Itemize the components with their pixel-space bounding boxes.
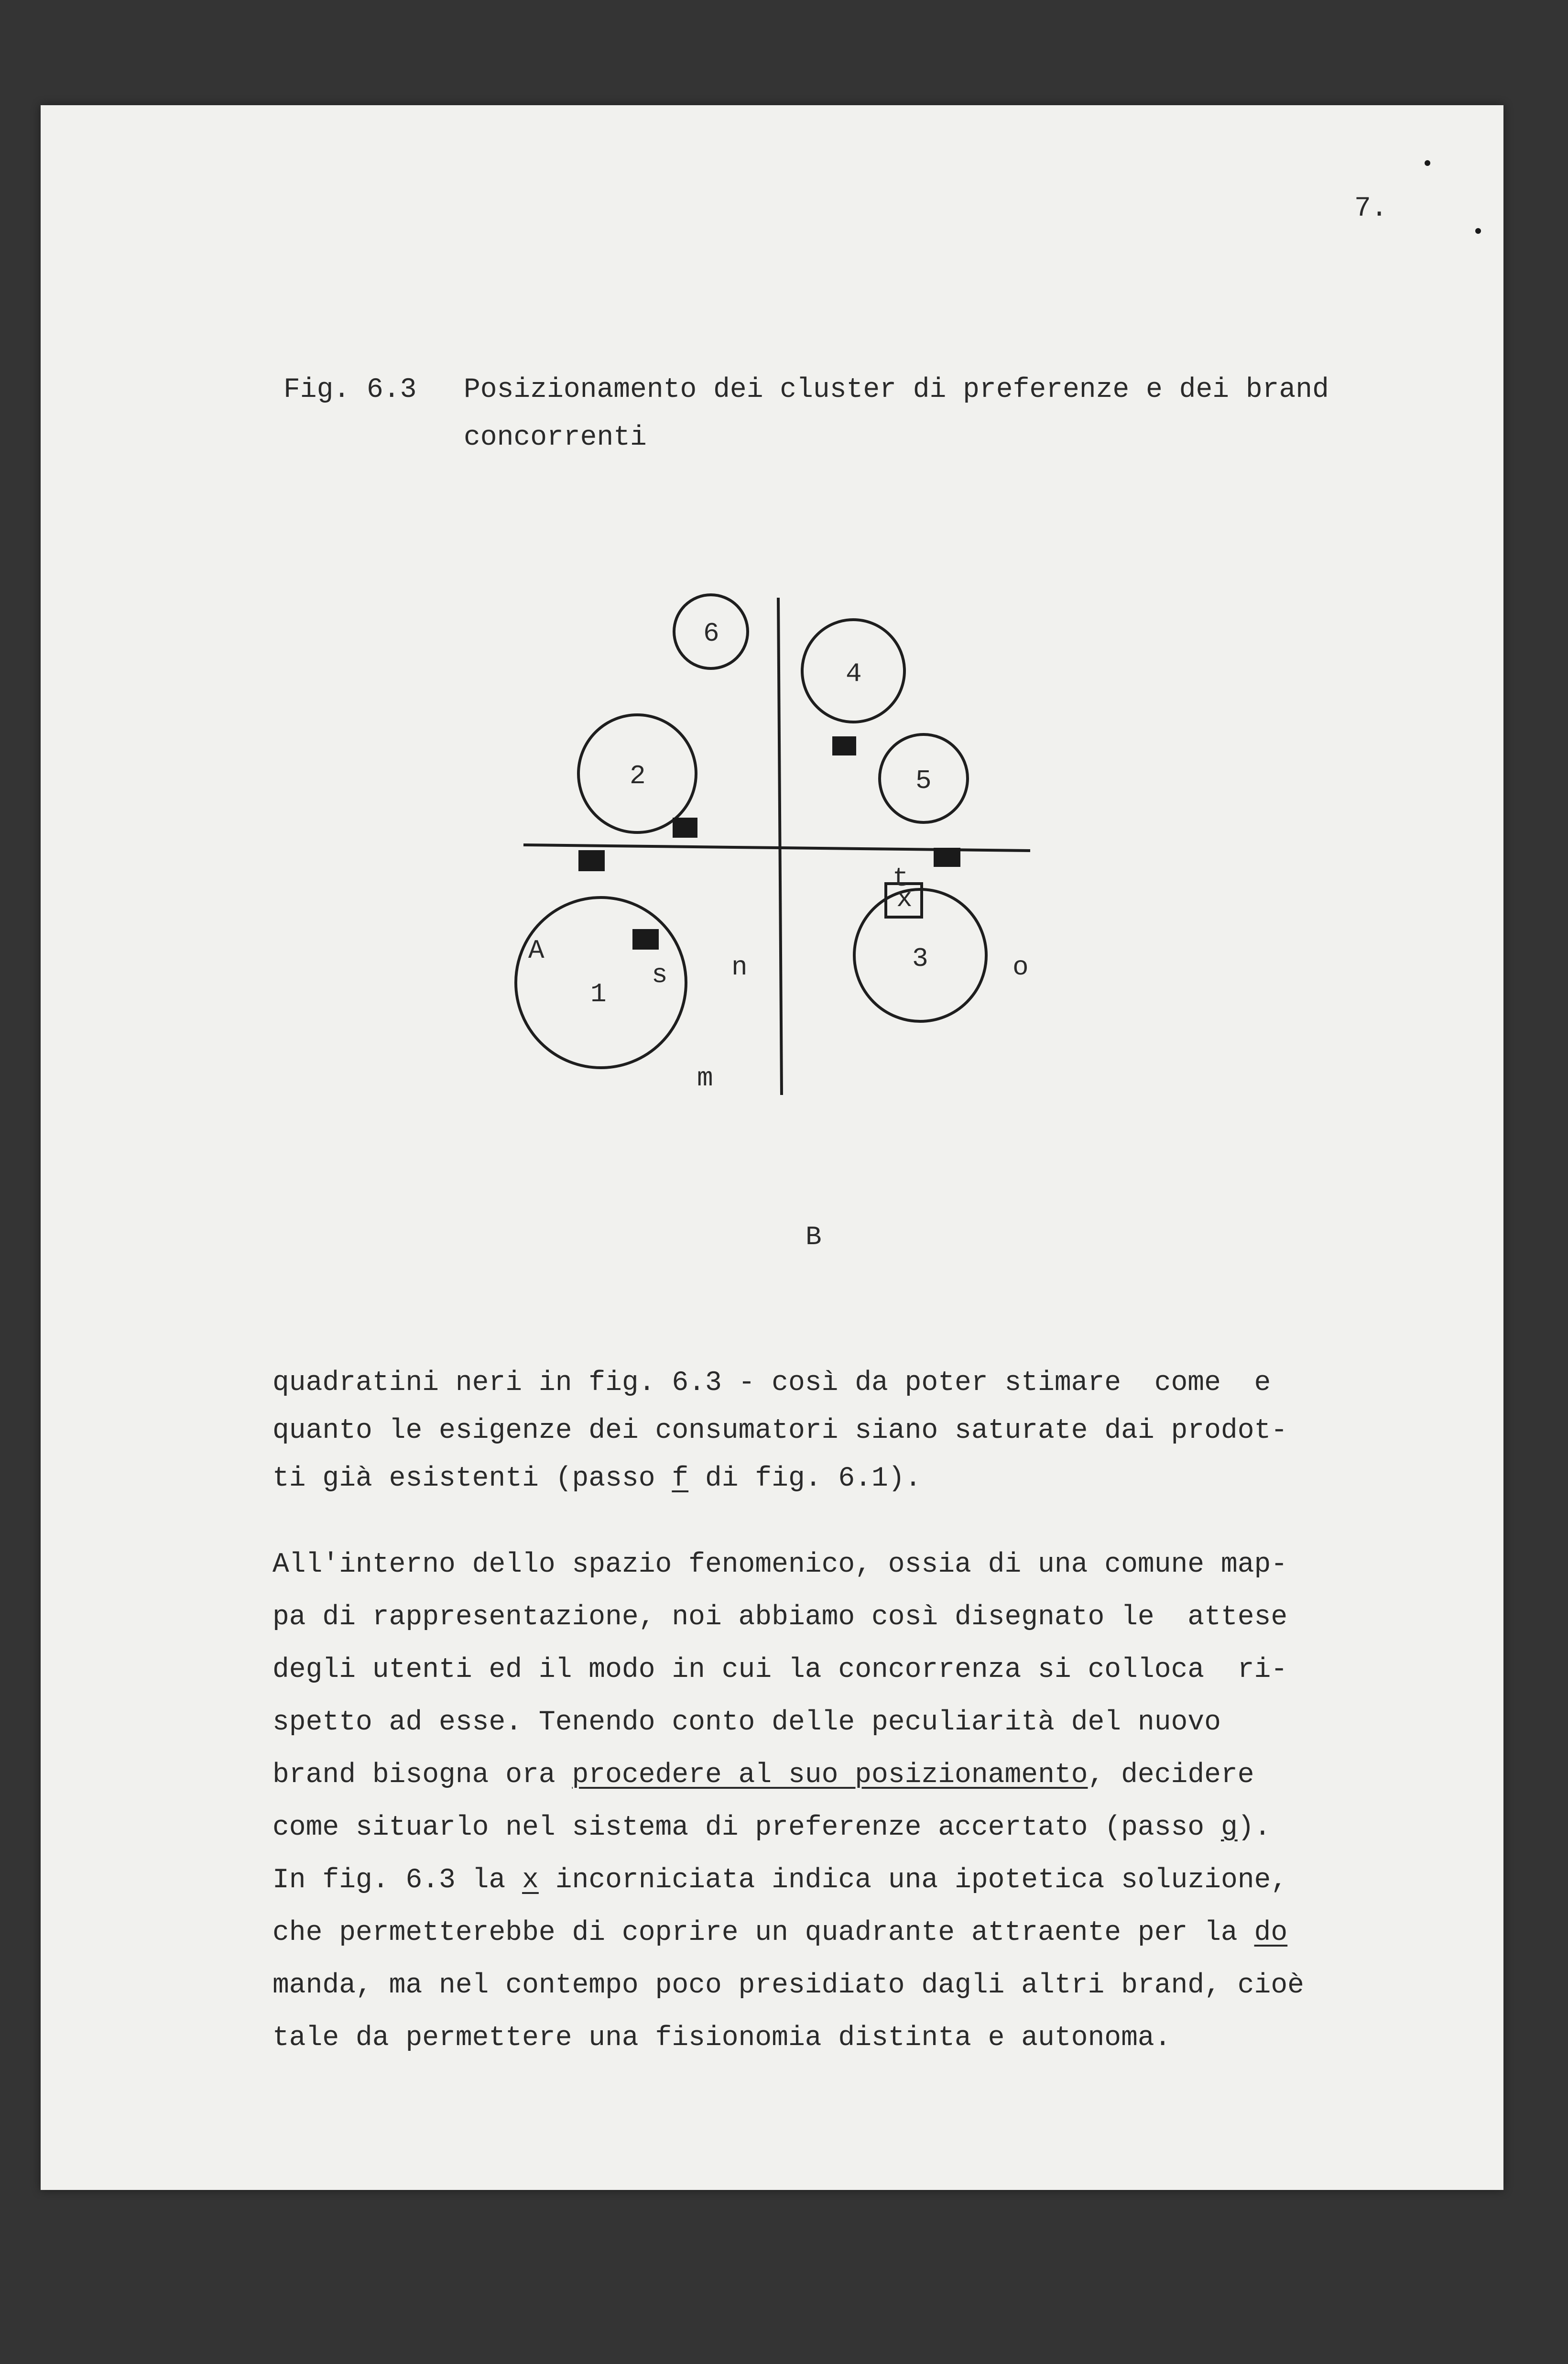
text-run: di fig. 6.1). xyxy=(688,1463,922,1494)
paragraph-2-line-6 xyxy=(272,1812,1271,1843)
underlined-do: do xyxy=(1254,1917,1288,1948)
text-run: , decidere xyxy=(1088,1760,1254,1791)
cluster-label-2: 2 xyxy=(630,761,646,791)
brand-label-n: n xyxy=(731,952,748,983)
brand-label-m: m xyxy=(697,1063,713,1094)
background-speck xyxy=(1475,228,1481,234)
brand-marker-m xyxy=(632,929,659,950)
text-run: ). xyxy=(1237,1812,1271,1843)
paragraph-2-line-9: manda, ma nel contempo poco presidiato dagli altri brand, cioè xyxy=(272,1970,1304,2001)
underlined-phrase: procedere al suo posizionamento xyxy=(572,1760,1088,1791)
text-run: ti già esistenti (passo xyxy=(272,1463,672,1494)
paragraph-2-line-2: pa di rappresentazione, noi abbiamo così disegnato le attese xyxy=(272,1602,1288,1633)
paragraph-2-line-3: degli utenti ed il modo in cui la concorrenza si colloca ri- xyxy=(272,1654,1288,1685)
document-page xyxy=(41,105,1503,2190)
axis-label-a: A xyxy=(528,935,544,966)
text-run: che permetterebbe di coprire un quadrante attraente per la xyxy=(272,1917,1254,1948)
axis-label-b: B xyxy=(806,1222,822,1252)
brand-label-s: s xyxy=(652,960,668,990)
text-run: incorniciata indica una ipotetica soluzione, xyxy=(538,1865,1288,1896)
cluster-label-3: 3 xyxy=(912,943,928,974)
brand-marker-s xyxy=(578,850,605,871)
brand-marker-o xyxy=(934,848,960,867)
vertical-axis-line xyxy=(778,598,782,1095)
paragraph-2-line-5 xyxy=(272,1760,1254,1791)
cluster-label-5: 5 xyxy=(915,766,932,796)
page-number: 7. xyxy=(1354,193,1388,224)
figure-title-line-2: concorrenti xyxy=(464,422,647,453)
brand-marker-n xyxy=(673,818,697,838)
paragraph-2-line-10: tale da permettere una fisionomia distinta e autonoma. xyxy=(272,2023,1171,2054)
paragraph-2-line-4: spetto ad esse. Tenendo conto delle peculiarità del nuovo xyxy=(272,1707,1221,1738)
paragraph-2-line-1: All'interno dello spazio fenomenico, ossia di una comune map- xyxy=(272,1549,1288,1580)
underlined-x: x xyxy=(522,1865,539,1896)
brand-label-t: t xyxy=(893,863,909,894)
underlined-step-f: f xyxy=(672,1463,689,1494)
paragraph-1-line-2: quanto le esigenze dei consumatori siano saturate dai prodot- xyxy=(272,1415,1288,1446)
figure-label: Fig. 6.3 xyxy=(283,374,417,405)
paragraph-1-line-1: quadratini neri in fig. 6.3 - così da poter stimare come e xyxy=(272,1368,1271,1399)
new-brand-label-x: x xyxy=(896,884,913,914)
text-run: In fig. 6.3 la xyxy=(272,1865,523,1896)
figure-title-line-1: Posizionamento dei cluster di preferenze e dei brand xyxy=(464,374,1329,405)
cluster-label-1: 1 xyxy=(590,979,607,1009)
text-run: brand bisogna ora xyxy=(272,1760,572,1791)
cluster-label-4: 4 xyxy=(846,658,862,689)
cluster-label-6: 6 xyxy=(703,618,719,649)
paragraph-2-line-8 xyxy=(272,1917,1287,1948)
text-run: come situarlo nel sistema di preferenze accertato (passo xyxy=(272,1812,1221,1843)
underlined-step-g: g xyxy=(1220,1812,1238,1843)
paragraph-1-line-3 xyxy=(272,1463,921,1494)
background-speck xyxy=(1425,160,1430,166)
brand-label-o: o xyxy=(1013,952,1029,983)
brand-marker-t xyxy=(832,736,856,755)
paragraph-2-line-7 xyxy=(272,1865,1287,1896)
